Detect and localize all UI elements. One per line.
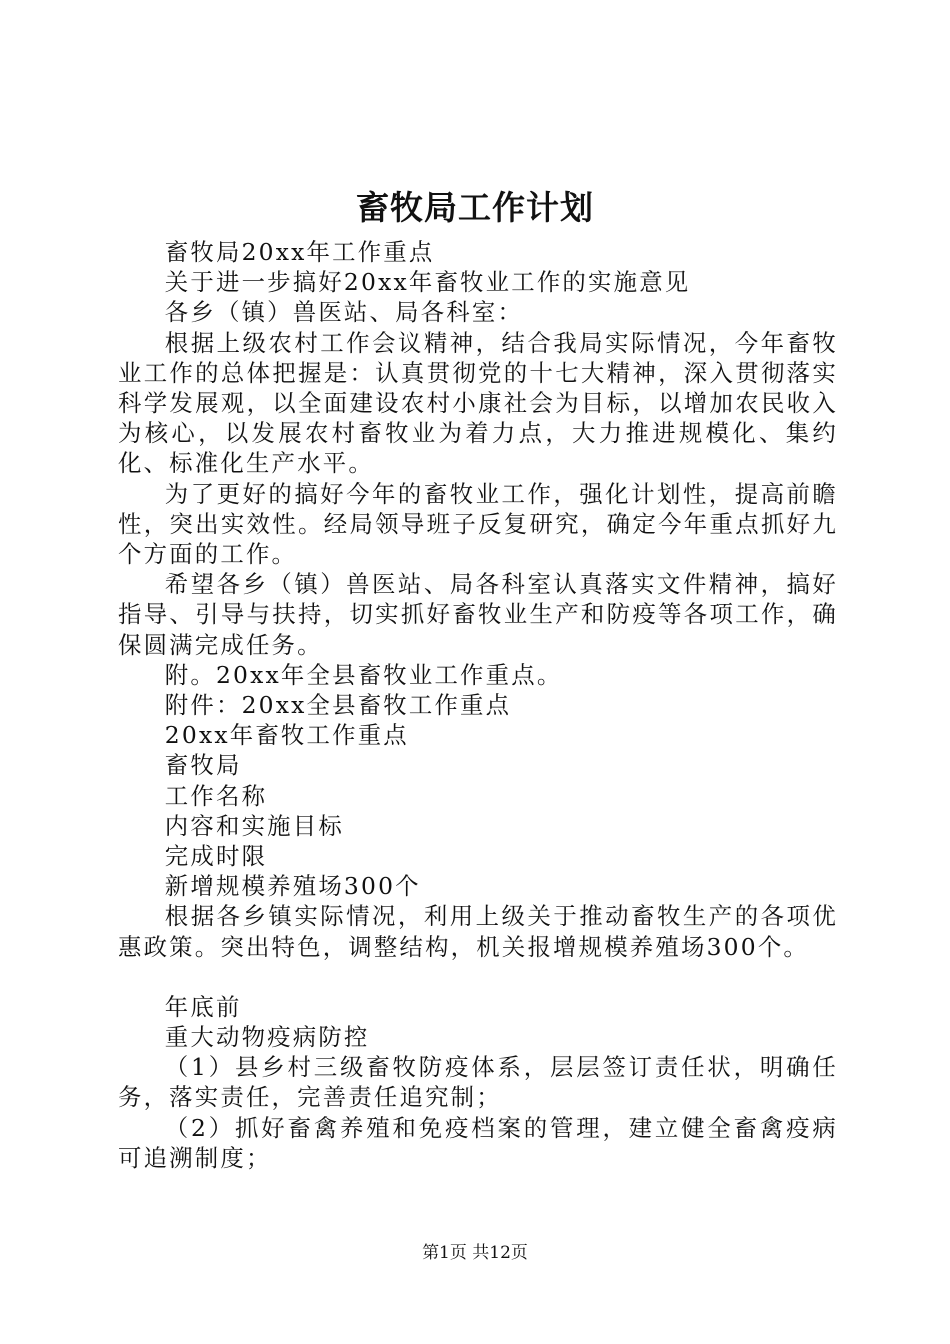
paragraph-body: 根据上级农村工作会议精神，结合我局实际情况，今年畜牧业工作的总体把握是：认真贯彻党的十七大精神，深入贯彻落实科学发展观，以全面建设农村小康社会为目标，以增加农民收入为核心，以发展农村畜牧业为着力点，大力推进规模化、集约化、标准化生产水平。 — [118, 328, 838, 478]
document-body — [118, 237, 838, 1173]
paragraph-column-name: 工作名称 — [164, 781, 268, 810]
paragraph-item-content: （2）抓好畜禽养殖和免疫档案的管理，建立健全畜禽疫病可追溯制度； — [118, 1113, 838, 1172]
paragraph-addressee: 各乡（镇）兽医站、局各科室： — [164, 298, 524, 327]
document-title: 畜牧局工作计划 — [356, 188, 594, 227]
paragraph-department: 畜牧局 — [164, 751, 242, 780]
paragraph-column-deadline: 完成时限 — [164, 842, 268, 871]
paragraph-attachment-note: 附。20xx年全县畜牧业工作重点。 — [164, 660, 563, 689]
page-total: 共12页 — [472, 1243, 528, 1263]
paragraph-body: 为了更好的搞好今年的畜牧业工作，强化计划性，提高前瞻性，突出实效性。经局领导班子反复研究，确定今年重点抓好九个方面的工作。 — [118, 479, 838, 569]
paragraph-attachment-title: 附件：20xx全县畜牧工作重点 — [164, 691, 512, 720]
paragraph-item-name: 新增规模养殖场300个 — [164, 872, 421, 901]
paragraph-spacer — [118, 962, 838, 992]
page-number: 第1页 — [422, 1243, 467, 1263]
paragraph-body: 希望各乡（镇）兽医站、局各科室认真落实文件精神，搞好指导、引导与扶持，切实抓好畜牧业生产和防疫等各项工作，确保圆满完成任务。 — [118, 570, 838, 659]
paragraph-item-content: （1）县乡村三级畜牧防疫体系，层层签订责任状，明确任务，落实责任，完善责任追究制； — [118, 1053, 838, 1112]
paragraph-heading-1: 畜牧局20xx年工作重点 — [164, 238, 435, 266]
paragraph-item-content: 根据各乡镇实际情况，利用上级关于推动畜牧生产的各项优惠政策。突出特色，调整结构，机关报增规模养殖场300个。 — [118, 902, 838, 961]
page-footer — [0, 1242, 950, 1264]
paragraph-item-deadline: 年底前 — [164, 992, 242, 1021]
paragraph-item-name: 重大动物疫病防控 — [164, 1023, 370, 1052]
paragraph-heading-2: 关于进一步搞好20xx年畜牧业工作的实施意见 — [164, 268, 691, 297]
paragraph-column-content: 内容和实施目标 — [164, 811, 344, 840]
paragraph-list-title: 20xx年畜牧工作重点 — [164, 721, 409, 750]
